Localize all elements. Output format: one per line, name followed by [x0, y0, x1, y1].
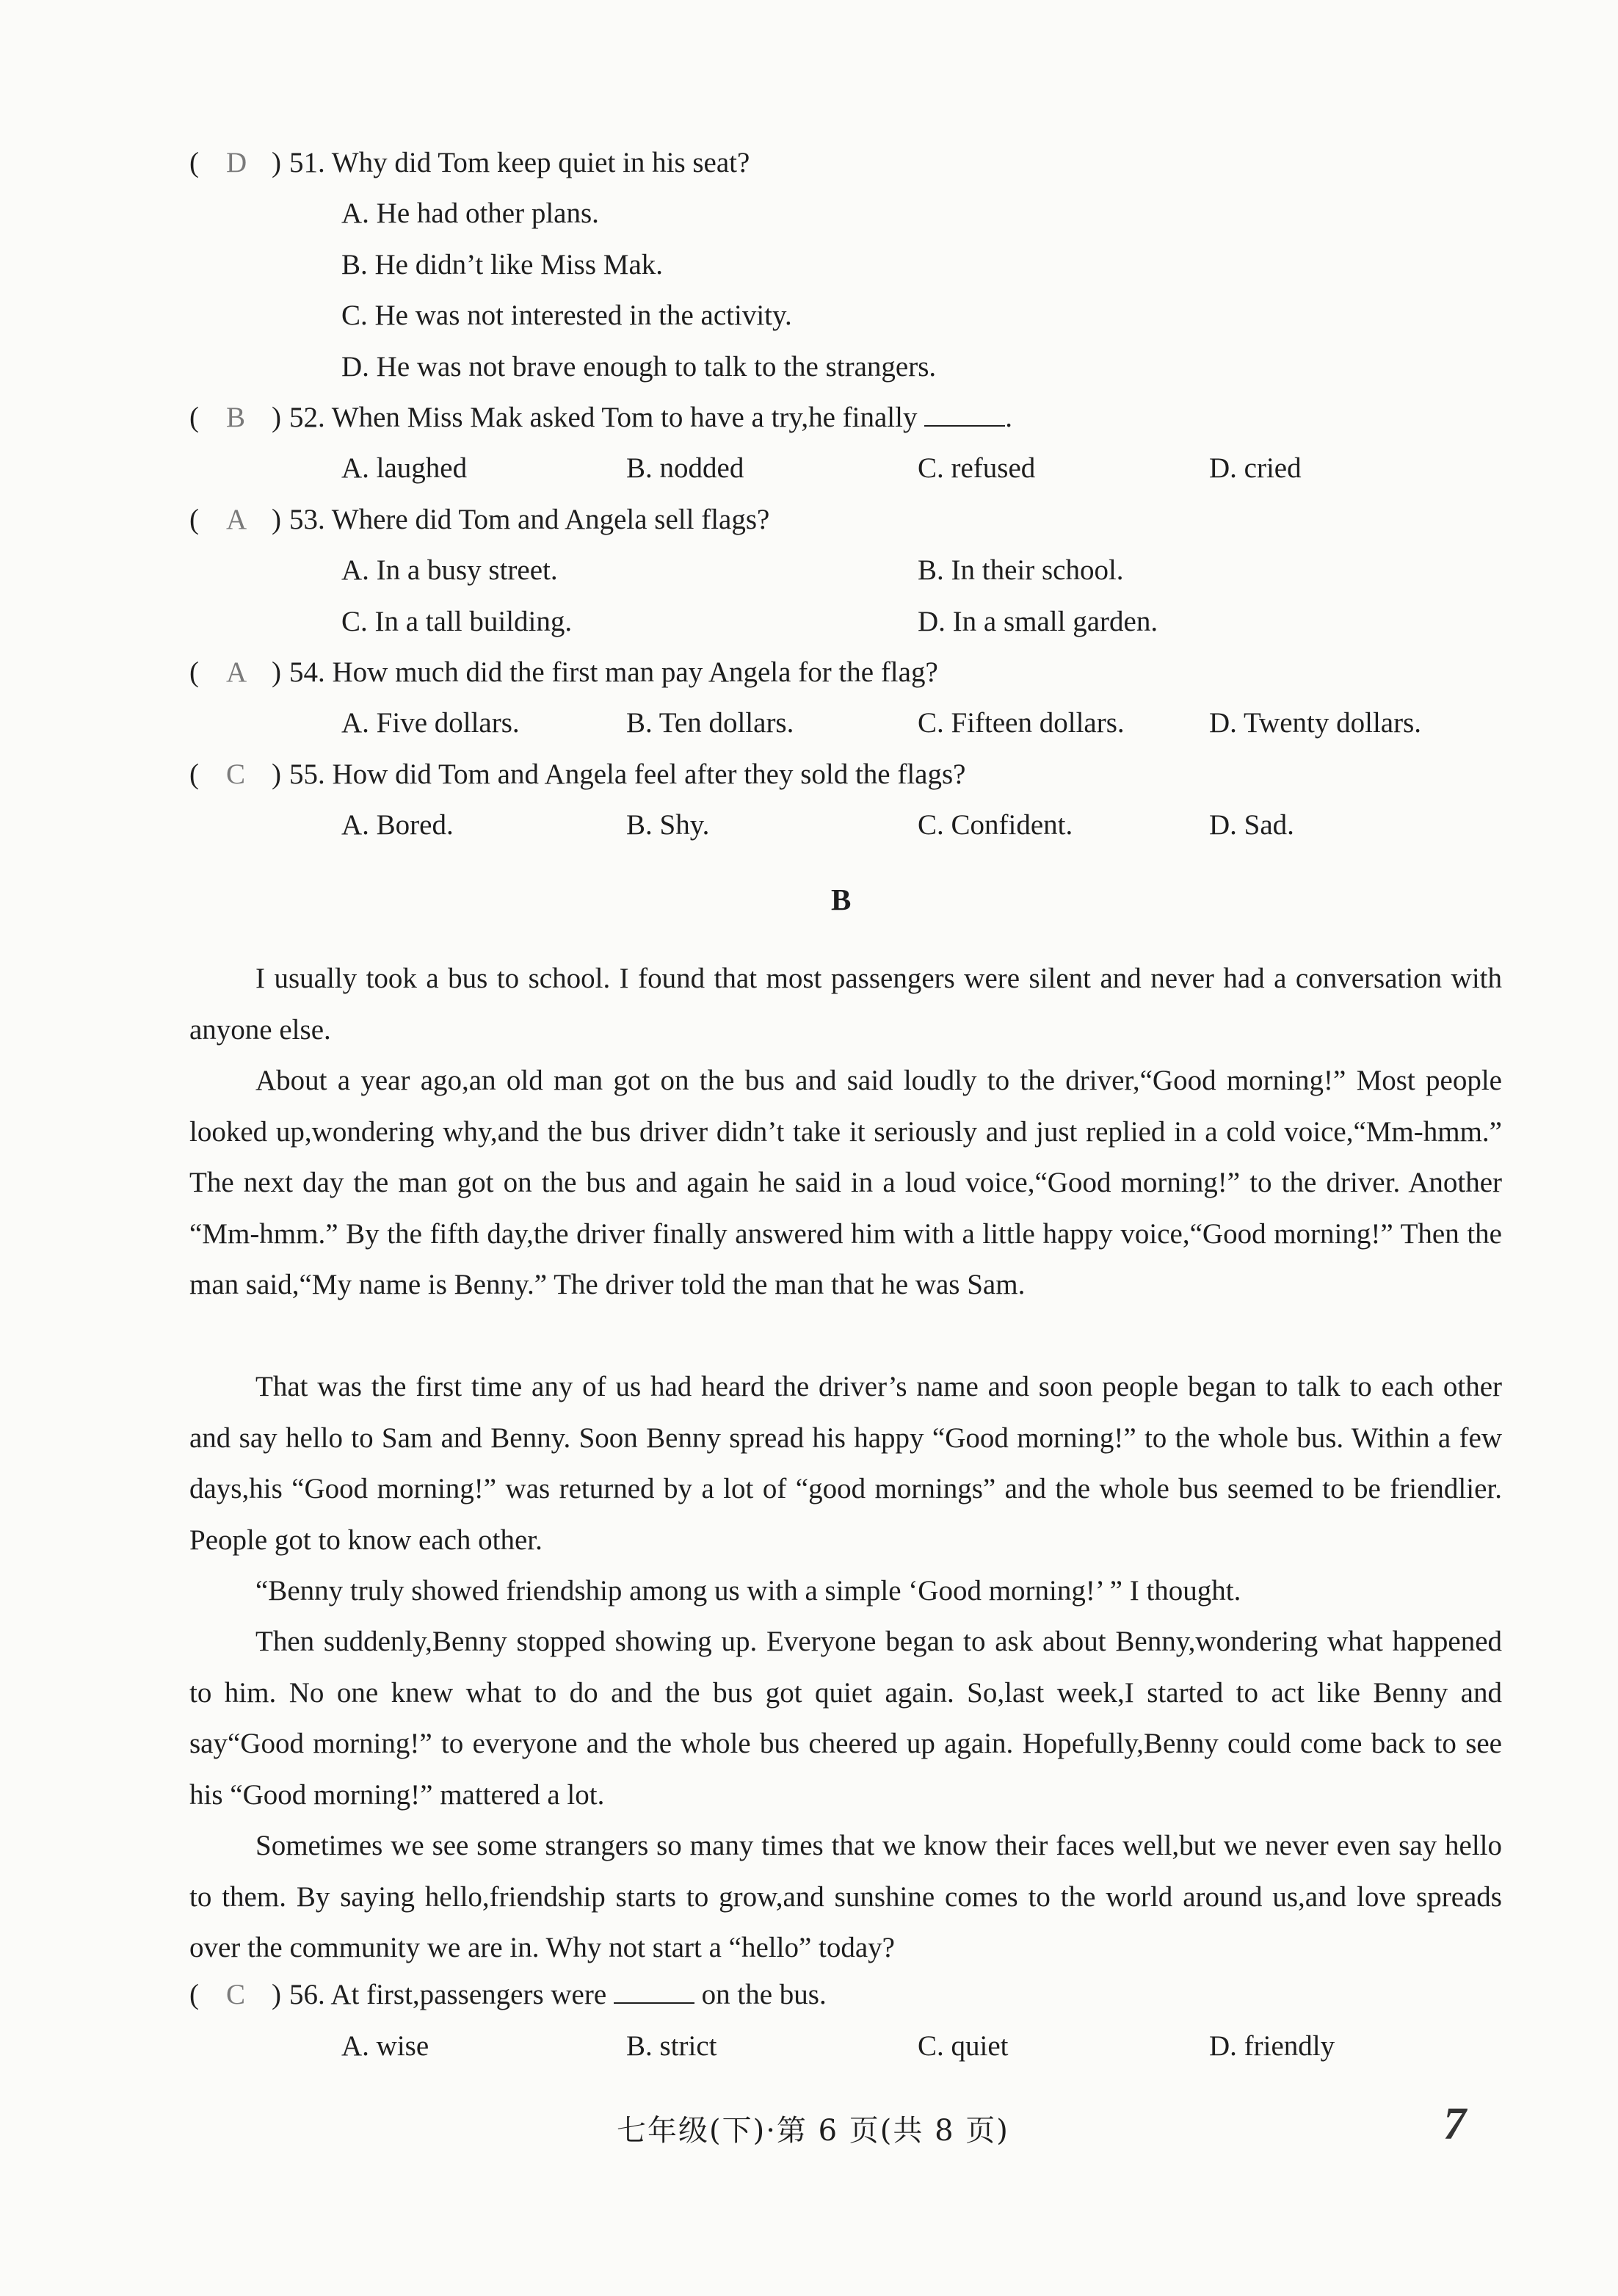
option-d: D. Sad. — [1209, 809, 1294, 841]
answer-mark: D — [226, 147, 247, 178]
question-number: 52 — [289, 402, 318, 433]
page-number-mark: 7 — [1443, 2099, 1466, 2149]
answer-paren-open: ( — [189, 147, 199, 178]
answer-mark: C — [226, 1979, 246, 2010]
passage-paragraph: I usually took a bus to school. I found that most passengers were silent and never had a conversation with anyone else. — [189, 963, 1502, 1046]
answer-paren-close: ) — [272, 147, 281, 178]
option-c: C. quiet — [918, 2030, 1009, 2062]
page-footer: 七年级(下)·第 6 页(共 8 页) — [617, 2114, 1009, 2148]
question-text-end: . — [1005, 402, 1012, 433]
answer-paren-open: ( — [189, 656, 199, 688]
question-number: 51 — [289, 147, 318, 178]
answer-paren-close: ) — [272, 402, 281, 433]
question-text: Where did Tom and Angela sell flags? — [331, 504, 770, 535]
question-stem: 55. How did Tom and Angela feel after they sold the flags? — [289, 758, 966, 790]
answer-paren-open: ( — [189, 402, 199, 433]
answer-paren-open: ( — [189, 504, 199, 535]
passage-paragraph: “Benny truly showed friendship among us with a simple ‘Good morning!’ ” I thought. — [255, 1575, 1241, 1607]
option-b: B. Ten dollars. — [626, 707, 794, 739]
answer-paren-open: ( — [189, 758, 199, 790]
option-c: C. Confident. — [918, 809, 1073, 841]
passage-paragraph: Then suddenly,Benny stopped showing up. Everyone began to ask about Benny,wondering what happened to him. No one knew what to do and the bus got quiet again. So,last week,I started to act like Benny and say“Good morning!” to everyone and the whole bus cheered up again. Hopefully,Benny could come back to see his “Good morning!” mattered a lot. — [189, 1626, 1502, 1811]
question-text: When Miss Mak asked Tom to have a try,he finally — [331, 402, 918, 433]
question-stem: 53. Where did Tom and Angela sell flags? — [289, 504, 770, 535]
question-stem: 54. How much did the first man pay Angela for the flag? — [289, 656, 938, 688]
passage-paragraph: Sometimes we see some strangers so many times that we know their faces well,but we never even say hello to them. By saying hello,friendship starts to grow,and sunshine comes to the world around us,and love spreads over the community we are in. Why not start a “hello” today? — [189, 1830, 1502, 1963]
option-b: B. In their school. — [918, 554, 1124, 586]
option-d: D. friendly — [1209, 2030, 1335, 2062]
question-number: 56 — [289, 1979, 318, 2010]
option-a: A. Five dollars. — [341, 707, 520, 739]
answer-paren-open: ( — [189, 1979, 199, 2010]
question-stem: 52. When Miss Mak asked Tom to have a try,he finally . — [289, 402, 1012, 433]
question-stem: 56. At first,passengers were on the bus. — [289, 1979, 827, 2010]
section-title: B — [831, 883, 852, 916]
answer-mark: A — [226, 656, 247, 688]
answer-paren-close: ) — [272, 1979, 281, 2010]
option-c: C. Fifteen dollars. — [918, 707, 1125, 739]
option-c: C. In a tall building. — [341, 606, 573, 637]
option-d: D. In a small garden. — [918, 606, 1158, 637]
answer-blank — [924, 400, 1005, 427]
question-number: 55 — [289, 758, 318, 790]
answer-paren-close: ) — [272, 656, 281, 688]
option-d: D. He was not brave enough to talk to the strangers. — [341, 351, 937, 383]
passage-paragraph: That was the first time any of us had heard the driver’s name and soon people began to talk to each other and say hello to Sam and Benny. Soon Benny spread his happy “Good morning!” to the whole bus. Within a few days,his “Good morning!” was returned by a lot of “good mornings” and the whole bus seemed to be friendlier. People got to know each other. — [189, 1371, 1502, 1556]
option-b: B. strict — [626, 2030, 717, 2062]
answer-mark: A — [226, 504, 247, 535]
option-b: B. Shy. — [626, 809, 710, 841]
option-d: D. Twenty dollars. — [1209, 707, 1422, 739]
question-text: At first,passengers were — [330, 1979, 607, 2010]
option-a: A. He had other plans. — [341, 198, 599, 229]
question-text: How much did the first man pay Angela for the flag? — [332, 656, 938, 688]
answer-blank — [614, 1977, 694, 2004]
option-d: D. cried — [1209, 452, 1302, 484]
question-text: How did Tom and Angela feel after they sold the flags? — [332, 758, 966, 790]
question-text: Why did Tom keep quiet in his seat? — [331, 147, 750, 178]
answer-paren-close: ) — [272, 504, 281, 535]
option-c: C. He was not interested in the activity. — [341, 300, 792, 331]
question-text-end: on the bus. — [701, 1979, 827, 2010]
answer-mark: C — [226, 758, 246, 790]
option-a: A. laughed — [341, 452, 468, 484]
passage-paragraph: About a year ago,an old man got on the bus and said loudly to the driver,“Good morning!” Most people looked up,wondering why,and the bus driver didn’t take it seriously and just replied in a cold voice,“Mm-hmm.” The next day the man got on the bus and again he said in a loud voice,“Good morning!” to the driver. Another “Mm-hmm.” By the fifth day,the driver finally answered him with a little happy voice,“Good morning!” Then the man said,“My name is Benny.” The driver told the man that he was Sam. — [189, 1065, 1502, 1300]
option-b: B. nodded — [626, 452, 744, 484]
option-a: A. wise — [341, 2030, 429, 2062]
option-a: A. Bored. — [341, 809, 454, 841]
answer-mark: B — [226, 402, 246, 433]
option-b: B. He didn’t like Miss Mak. — [341, 249, 664, 280]
option-a: A. In a busy street. — [341, 554, 558, 586]
question-number: 53 — [289, 504, 318, 535]
question-number: 54 — [289, 656, 318, 688]
option-c: C. refused — [918, 452, 1036, 484]
question-stem: 51. Why did Tom keep quiet in his seat? — [289, 147, 750, 178]
answer-paren-close: ) — [272, 758, 281, 790]
